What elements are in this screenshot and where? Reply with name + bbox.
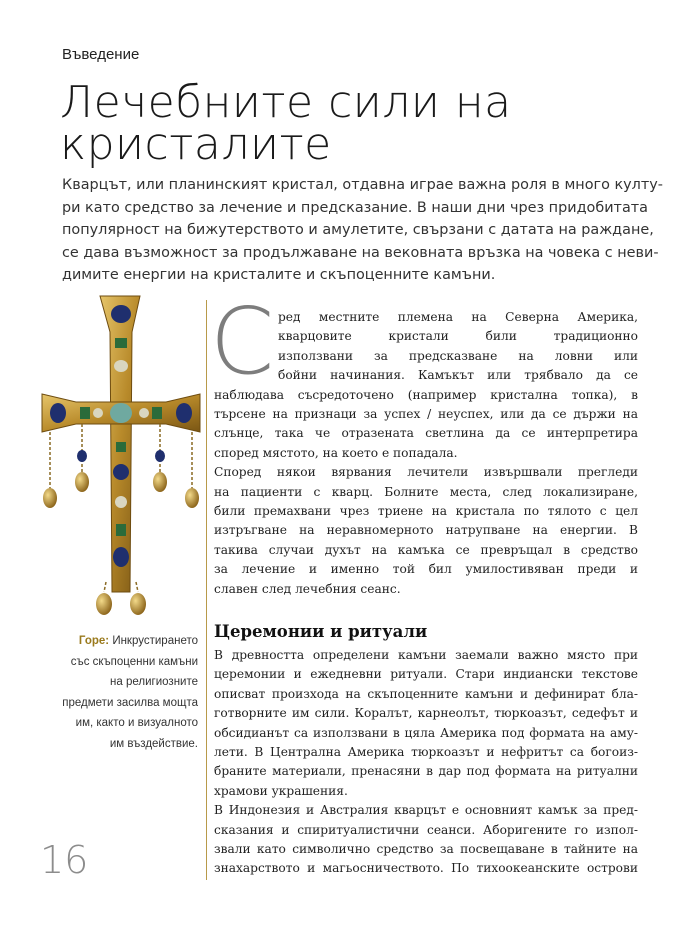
text-line: церемонии и ежедневни ритуали. Стари индиански текстове — [214, 667, 638, 682]
text-line: търсене на признаци за успех / неуспех, или да се държи на — [214, 407, 638, 422]
text-line: лети. В Централна Америка тюркоазът и нефритът са богоиз- — [214, 745, 638, 760]
intro-paragraph — [62, 174, 663, 287]
caption-line: им, както и визуалното — [75, 717, 198, 729]
caption-line: Инкрустирането — [109, 635, 198, 647]
text-line: ред местните племена на Северна Америка, — [278, 310, 638, 324]
section-heading: Церемонии и ритуали — [214, 622, 428, 641]
caption-line: предмети засилва мощта — [62, 696, 198, 709]
caption-line: на религиозните — [110, 676, 198, 688]
text-line: били премахвани чрез триене на кристала по тялото с цел — [214, 504, 638, 519]
text-line: такива случаи духът на камъка се превръщал в средство — [214, 542, 638, 557]
text-line: Според някои вярвания лечители извършвали прегледи — [214, 465, 638, 480]
intro-line: ри като средство за лечение и предсказание. В наши дни чрез придобитата — [62, 199, 648, 216]
intro-line: димите енергии на кристалите и скъпоценните камъни. — [62, 267, 496, 283]
page-number: 16 — [40, 838, 89, 882]
text-line: използвани за предсказване на ловни или — [278, 348, 638, 363]
text-line: храмови украшения. — [214, 783, 348, 798]
main-text — [210, 288, 638, 599]
text-line: според мястото, на което е попадала. — [214, 445, 458, 460]
text-line: готворните им сили. Коралът, карнеолът, тюркоазът, седефът и — [214, 706, 638, 721]
text-line: В Индонезия и Австралия кварцът е основният камък за пред- — [214, 803, 638, 818]
page-title — [60, 77, 660, 170]
intro-line: популярност на бижутерството и амулетите, свързани с датата на раждане, — [62, 222, 654, 238]
intro-line: Кварцът, или планинският кристал, отдавна играе важна роля в много култу- — [62, 177, 663, 193]
caption-label: Горе: — [78, 635, 110, 647]
text-line: кварцовите кристали били традиционно — [278, 329, 638, 344]
column-divider — [206, 300, 207, 880]
text-line: знахарството и магьосничеството. По тихоокеанските острови — [214, 861, 638, 876]
text-line: наблюдава съсредоточено (например кристална топка), в — [214, 387, 638, 402]
cross-illustration — [36, 292, 206, 624]
text-line: сказания и спиритуалистични сеанси. Аборигените го изпол- — [214, 822, 638, 837]
caption-line: им въздействие. — [109, 737, 198, 750]
section-label: Въведение — [62, 46, 140, 63]
title-line: кристалите — [60, 119, 332, 170]
title-line: Лечебните сили на — [60, 77, 512, 128]
image-caption — [36, 631, 198, 754]
ceremonies-text — [214, 646, 638, 879]
drop-cap: С — [210, 288, 275, 395]
text-line: изтръгване на неравномерното натрупване на енергии. В — [214, 523, 638, 538]
caption-line: със скъпоценни камъни — [70, 655, 198, 668]
text-line: звали като символично средство за посвещаване в тайните на — [214, 842, 638, 857]
intro-line: се дава възможност за продължаване на вековната връзка на човека с неви- — [62, 244, 659, 261]
text-line: В древността определени камъни заемали важно място при — [214, 648, 638, 662]
text-line: обсидианът са използвани в цяла Америка под формата на аму- — [214, 725, 638, 740]
text-line: за лечение и именно той бил умилостивяван преди и — [214, 562, 638, 577]
text-line: описват произхода на скъпоценните камъни и дефинират бла- — [214, 686, 638, 701]
text-line: слънце, така че отразената светлина да се интерпретира — [214, 426, 638, 441]
text-line: браните материали, пренасяни в дар под формата на ритуални — [214, 764, 638, 779]
jeweled-cross-image — [36, 292, 206, 624]
text-line: славен след лечебния сеанс. — [214, 581, 401, 596]
text-line: бойни начинания. Камъкът или трябвало да се — [278, 368, 638, 383]
text-line: на пациенти с кварц. Болните места, след локализиране, — [214, 484, 638, 499]
